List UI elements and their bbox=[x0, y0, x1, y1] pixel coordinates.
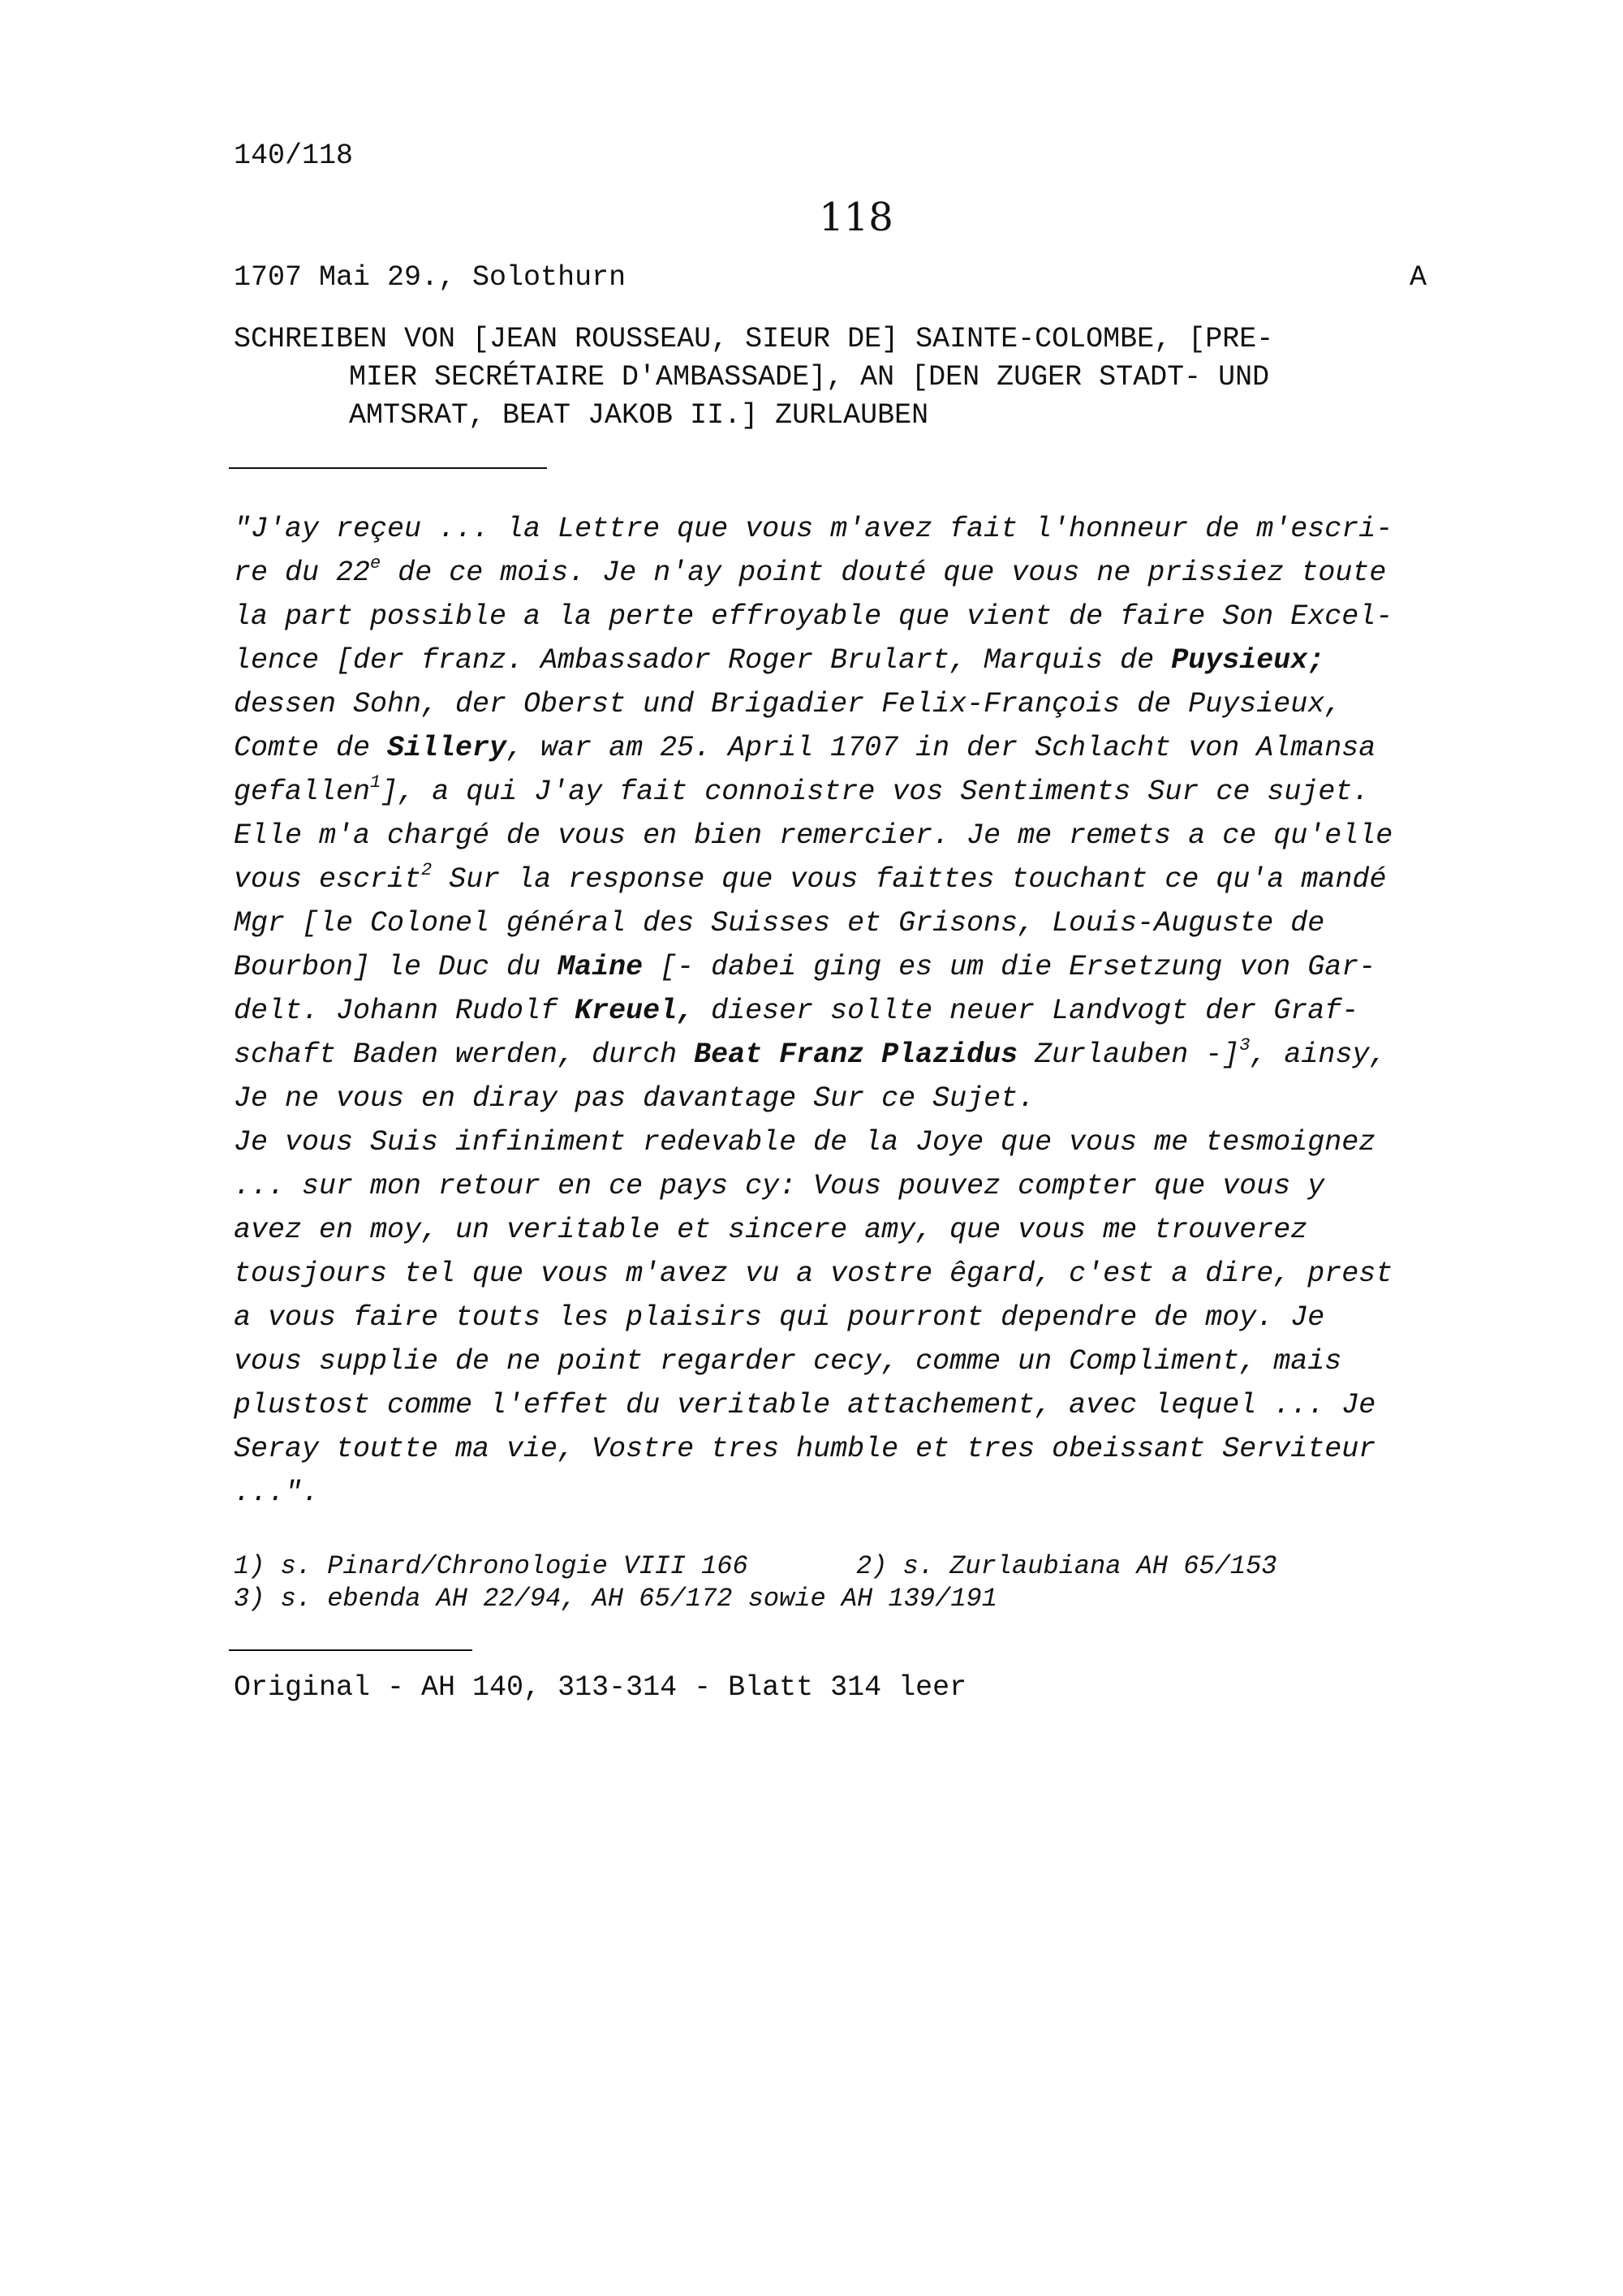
title-line: MIER SECRÉTAIRE D'AMBASSADE], AN [DEN ZUGER STADT- UND bbox=[349, 361, 1270, 393]
body-line: avez en moy, un veritable et sincere amy, que vous me trouverez bbox=[234, 1214, 1308, 1246]
footnote-2: 2) s. Zurlaubiana AH 65/153 bbox=[856, 1551, 1277, 1581]
body-line: vous supplie de ne point regarder cecy, comme un Compliment, mais bbox=[234, 1345, 1342, 1378]
footnote-1: 1) s. Pinard/Chronologie VIII 166 bbox=[234, 1551, 748, 1581]
body-line: Je vous Suis infiniment redevable de la Joye que vous me tesmoignez bbox=[234, 1126, 1376, 1159]
body-line: a vous faire touts les plaisirs qui pourront dependre de moy. Je bbox=[234, 1301, 1325, 1334]
footnote-3: 3) s. ebenda AH 22/94, AH 65/172 sowie AH 139/191 bbox=[234, 1584, 997, 1614]
title-separator bbox=[229, 467, 547, 469]
body-line: dessen Sohn, der Oberst und Brigadier Felix-François de Puysieux, bbox=[234, 688, 1342, 720]
body-line: delt. Johann Rudolf Kreuel, dieser sollte neuer Landvogt der Graf- bbox=[234, 995, 1359, 1027]
body-line: Bourbon] le Duc du Maine [- dabei ging es um die Ersetzung von Gar- bbox=[234, 951, 1376, 983]
document-number: 118 bbox=[819, 195, 893, 240]
body-line: la part possible a la perte effroyable que vient de faire Son Excel- bbox=[234, 600, 1393, 633]
body-line: plustost comme l'effet du veritable attachement, avec lequel ... Je bbox=[234, 1389, 1376, 1421]
date-place: 1707 Mai 29., Solothurn bbox=[234, 261, 626, 294]
page-ref: 140/118 bbox=[234, 140, 354, 172]
title-line: AMTSRAT, BEAT JAKOB II.] ZURLAUBEN bbox=[349, 399, 929, 432]
body-line: ... sur mon retour en ce pays cy: Vous pouvez compter que vous y bbox=[234, 1170, 1325, 1202]
body-line: ...". bbox=[234, 1477, 320, 1509]
body-line: tousjours tel que vous m'avez vu a vostre êgard, c'est a dire, prest bbox=[234, 1258, 1393, 1290]
body-line: lence [der franz. Ambassador Roger Brulart, Marquis de Puysieux; bbox=[234, 644, 1325, 677]
title-line: SCHREIBEN VON [JEAN ROUSSEAU, SIEUR DE] SAINTE-COLOMBE, [PRE- bbox=[234, 323, 1274, 355]
body-line: Je ne vous en diray pas davantage Sur ce Sujet. bbox=[234, 1082, 1035, 1115]
body-line: Mgr [le Colonel général des Suisses et Grisons, Louis-Auguste de bbox=[234, 907, 1325, 939]
body-line: Comte de Sillery, war am 25. April 1707 in der Schlacht von Almansa bbox=[234, 732, 1376, 764]
body-line: re du 22e de ce mois. Je n'ay point douté que vous ne prissiez toute bbox=[234, 553, 1387, 589]
source-note: Original - AH 140, 313-314 - Blatt 314 leer bbox=[234, 1671, 967, 1704]
body-line: Seray toutte ma vie, Vostre tres humble et tres obeissant Serviteur bbox=[234, 1433, 1376, 1465]
body-line: vous escrit$^2$ Sur la response que vous faittes touchant ce qu'a mandé bbox=[234, 860, 1387, 896]
body-line: gefallen$^1$], a qui J'ay fait connoistre vos Sentiments Sur ce sujet. bbox=[234, 772, 1370, 808]
body-line: schaft Baden werden, durch Beat Franz Plazidus Zurlauben -]$^3$, ainsy, bbox=[234, 1035, 1387, 1071]
body-line: "J'ay reçeu ... la Lettre que vous m'avez fait l'honneur de m'escri- bbox=[234, 513, 1393, 545]
footnote-separator bbox=[229, 1649, 472, 1651]
document-type-mark: A bbox=[1410, 261, 1427, 294]
body-line: Elle m'a chargé de vous en bien remercier. Je me remets a ce qu'elle bbox=[234, 819, 1393, 852]
